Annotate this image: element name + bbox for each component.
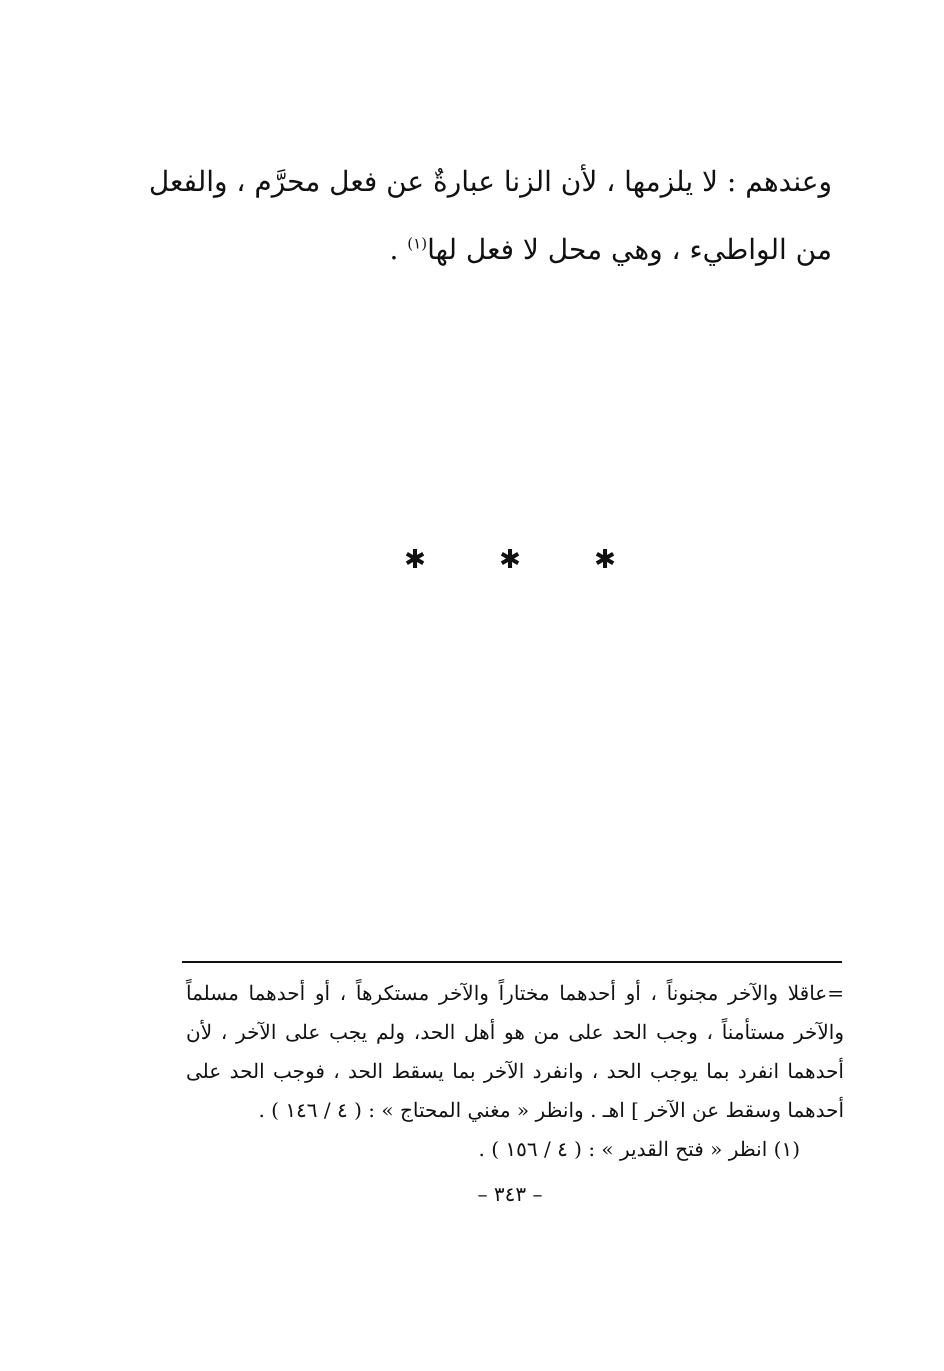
footnote-reference: (١)	[407, 234, 428, 253]
footnote-divider	[182, 961, 842, 963]
main-text-line	[186, 216, 832, 284]
section-separator	[400, 540, 620, 580]
footnote-line: =عاقلا والآخر مجنوناً ، أو أحدهما مختاراً والآخر مستكرهاً ، أو أحدهما مسلماً	[186, 981, 844, 1005]
asterisk-ornament-icon: ✱	[404, 545, 426, 575]
footnote-line: والآخر مستأمناً ، وجب الحد على من هو أهل الحد، ولم يجب على الآخر ، لأن	[186, 1020, 844, 1044]
main-text-block	[148, 148, 832, 284]
footnotes-block	[186, 974, 844, 1169]
main-text-segment: من الواطيء ، وهي محل لا فعل لها	[427, 233, 832, 266]
footnote-line: أحدهما انفرد بما يوجب الحد ، وانفرد الآخر بما يسقط الحد ، فوجب الحد على	[186, 1059, 844, 1083]
main-text-terminal-period: .	[389, 233, 408, 266]
footnote-line: أحدهما وسقط عن الآخر ] اهـ . وانظر « مغني المحتاج » : ( ٤ / ١٤٦ ) .	[258, 1098, 844, 1122]
asterisk-ornament-icon: ✱	[594, 545, 616, 575]
page-number: – ٣٤٣ –	[477, 1182, 543, 1206]
asterisk-ornament-icon: ✱	[499, 545, 521, 575]
main-text-line: وعندهم : لا يلزمها ، لأن الزنا عبارةٌ عن فعل محرَّم ، والفعل	[148, 165, 832, 198]
footnote-line: (١) انظر « فتح القدير » : ( ٤ / ١٥٦ ) .	[478, 1137, 800, 1161]
